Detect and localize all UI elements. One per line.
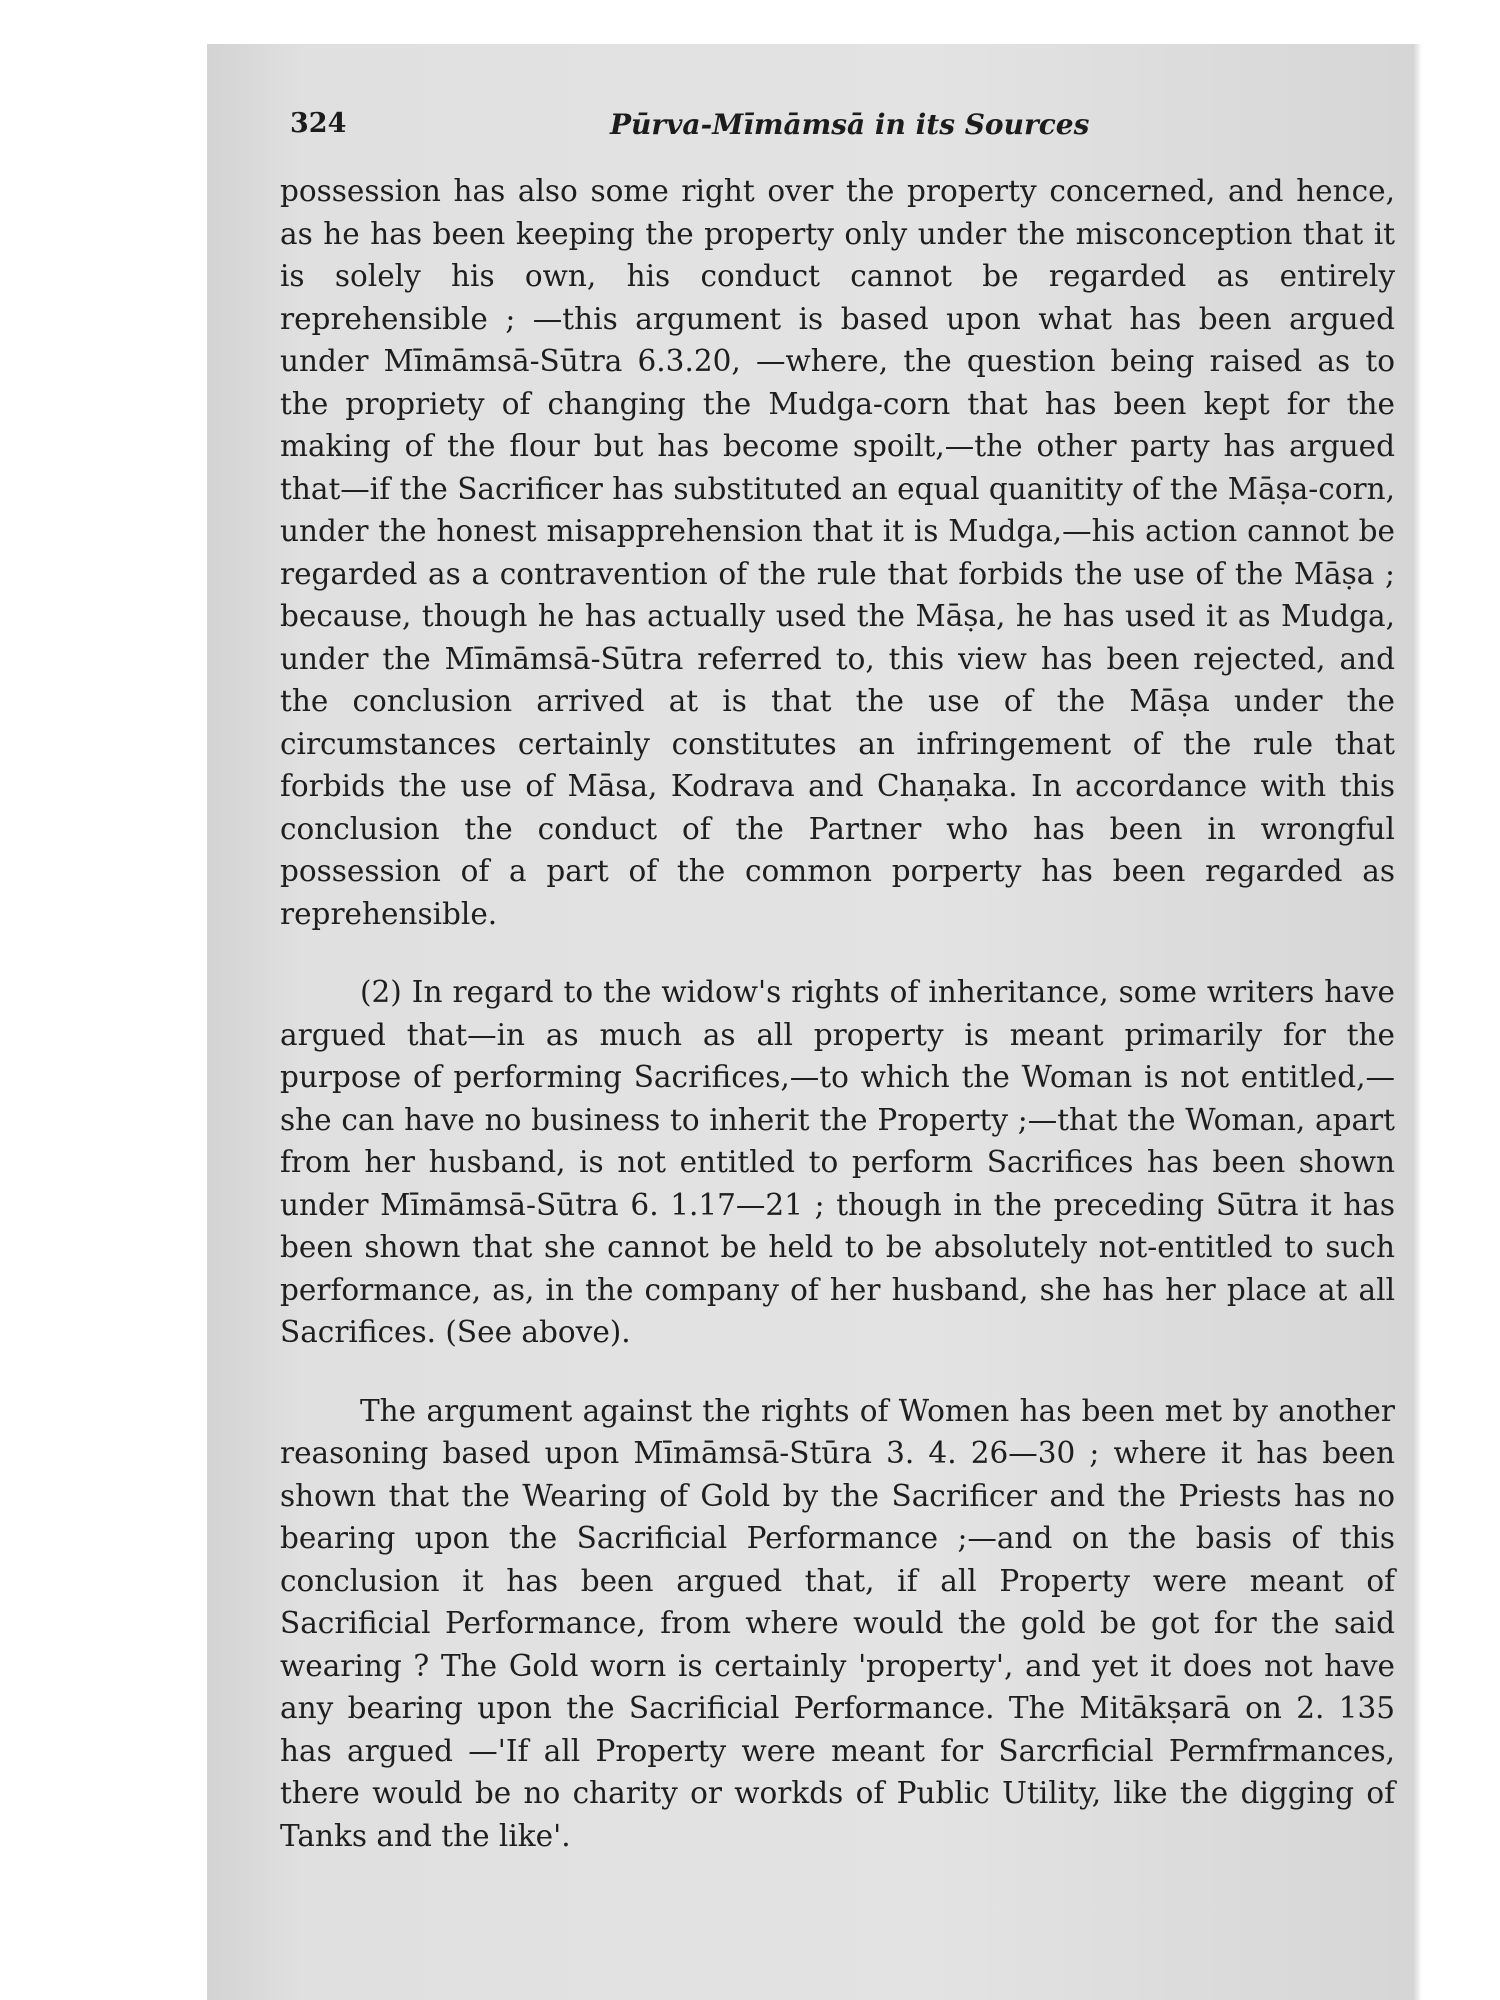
page-number: 324	[290, 108, 347, 139]
paragraph-widow-rights: (2) In regard to the widow's rights of inheritance, some writers have argued that—in as much as all property is meant primarily for the purpose of performing Sacrifices,—to which the Woman is not entitled,—she can have no business to inherit the Property ;—that the Woman, apart from her husband, is not entitled to perform Sacrifices has been shown under Mīmāmsā-Sūtra 6. 1.17—21 ; though in the preceding Sūtra it has been shown that she cannot be held to be absolutely not-entitled to such performance, as, in the company of her husband, she has her place at all Sacrifices. (See above).	[280, 975, 1395, 1349]
body-text	[280, 170, 1395, 1893]
page-header	[290, 108, 1415, 152]
page-edge-shadow	[1412, 44, 1422, 2000]
paragraph-continued: possession has also some right over the property concerned, and hence, as he has been keeping the property only under the misconception that it is solely his own, his conduct cannot be regarded as entirely reprehensible ; —this argument is based upon what has been argued under Mīmāmsā-Sūtra 6.3.20, —where, the question being raised as to the propriety of changing the Mudga-corn that has been kept for the making of the flour but has become spoilt,—the other party has argued that—if the Sacrificer has substituted an equal quanitity of the Māṣa-corn, under the honest misapprehension that it is Mudga,—his action cannot be regarded as a contravention of the rule that forbids the use of the Māṣa ; because, though he has actually used the Māṣa, he has used it as Mudga, under the Mīmāmsā-Sūtra referred to, this view has been rejected, and the conclusion arrived at is that the use of the Māṣa under the circumstances certainly constitutes an infringement of the rule that forbids the use of Māsa, Kodrava and Chaṇaka. In accordance with this conclusion the conduct of the Partner who has been in wrongful possession of a part of the common porperty has been regarded as reprehensible.	[280, 174, 1395, 931]
paragraph-counter-argument: The argument against the rights of Women has been met by another reasoning based upon Mīmāmsā-Stūra 3. 4. 26—30 ; where it has been shown that the Wearing of Gold by the Sacrificer and the Priests has no bearing upon the Sacrificial Performance ;—and on the basis of this conclusion it has been argued that, if all Property were meant of Sacrificial Performance, from where would the gold be got for the said wearing ? The Gold worn is certainly 'property', and yet it does not have any bearing upon the Sacrificial Performance. The Mitākṣarā on 2. 135 has argued —'If all Property were meant for Sarcrficial Permfrmances, there would be no charity or workds of Public Utility, like the digging of Tanks and the like'.	[280, 1393, 1395, 1853]
running-head: Pūrva-Mīmāmsā in its Sources	[610, 108, 1090, 141]
